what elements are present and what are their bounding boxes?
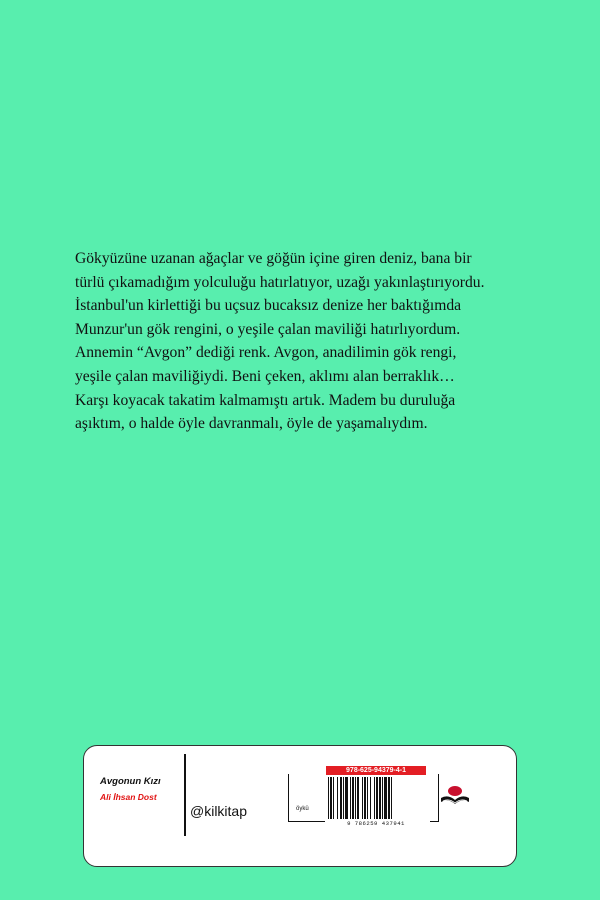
blurb-line: yeşile çalan maviliğiydi. Beni çeken, aklımı alan berraklık… — [75, 367, 455, 385]
isbn-label: 978-625-94379-4-1 — [326, 766, 426, 775]
barcode-bar — [328, 777, 329, 819]
back-cover-blurb — [75, 247, 555, 436]
barcode-bar — [340, 777, 342, 819]
barcode-bar — [330, 777, 332, 819]
barcode-bar — [337, 777, 338, 819]
barcode — [326, 766, 426, 828]
blurb-line: İstanbul'un kirlettiği bu uçsuz bucaksız denize her baktığımda — [75, 297, 462, 315]
barcode-bar — [355, 777, 356, 819]
publisher-book-logo-icon — [439, 782, 471, 810]
blurb-line: Munzur'un gök rengini, o yeşile çalan maviliği hatırlıyordum. — [75, 320, 461, 338]
blurb-line: türlü çıkamadığım yolculuğu hatırlatıyor, uzağı yakınlaştırıyordu. — [75, 273, 485, 291]
panel-divider — [184, 754, 186, 836]
barcode-bar — [350, 777, 351, 819]
barcode-bars — [326, 777, 426, 819]
barcode-bar — [391, 777, 392, 819]
blurb-line: Karşı koyacak takatim kalmamıştı artık. Madem bu duruluğa — [75, 391, 456, 409]
publisher-handle: @kilkitap — [190, 803, 248, 819]
genre-bracket — [288, 774, 325, 822]
blurb-line: Annemin “Avgon” dediği renk. Avgon, anadilimin gök rengi, — [75, 344, 457, 362]
barcode-bar — [352, 777, 354, 819]
barcode-bar — [388, 777, 390, 819]
barcode-bar — [384, 777, 387, 819]
barcode-bar — [362, 777, 363, 819]
book-title: Avgonun Kızı — [100, 776, 161, 787]
barcode-bar — [357, 777, 359, 819]
barcode-bar — [370, 777, 371, 819]
barcode-bar — [379, 777, 381, 819]
barcode-bracket — [430, 774, 439, 822]
barcode-bar — [343, 777, 344, 819]
barcode-bar — [364, 777, 366, 819]
blurb-line: Gökyüzüne uzanan ağaçlar ve göğün içine giren deniz, bana bir — [75, 250, 472, 267]
barcode-bar — [382, 777, 383, 819]
barcode-bar — [333, 777, 334, 819]
barcode-bar — [374, 777, 375, 819]
barcode-bar — [367, 777, 368, 819]
barcode-digits: 9 786259 437941 — [347, 820, 405, 827]
genre-label: öykü — [296, 806, 309, 812]
barcode-bar — [345, 777, 348, 819]
blurb-line: aşıktım, o halde öyle davranmalı, öyle de yaşamalıydım. — [75, 415, 428, 433]
barcode-bar — [376, 777, 378, 819]
book-author: Ali İhsan Dost — [100, 792, 157, 802]
info-panel — [83, 745, 517, 867]
